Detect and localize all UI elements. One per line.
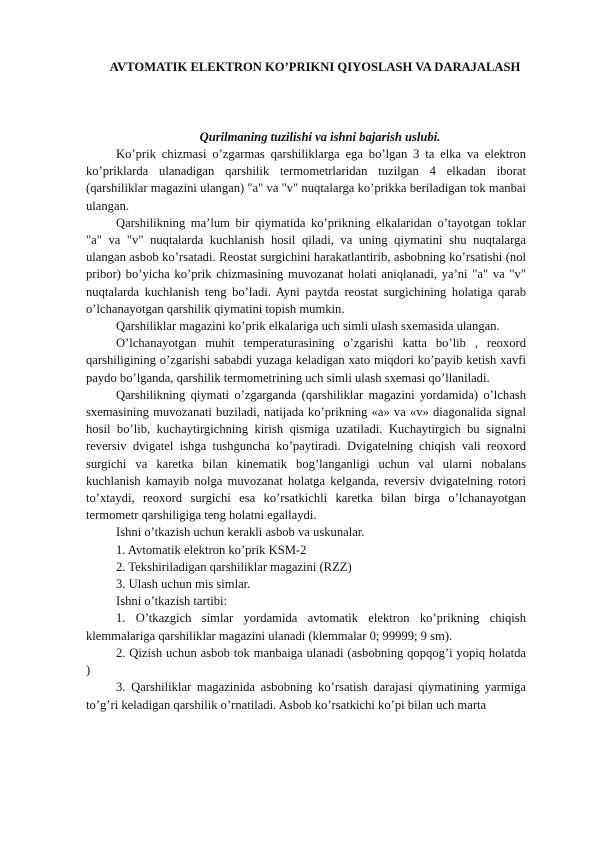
document-title: AVTOMATIK ELEKTRON KO’PRIKNI QIYOSLASH VA DARAJALASH xyxy=(109,60,521,74)
list-item: 3. Ulash uchun mis simlar. xyxy=(116,577,251,592)
list-item: 2. Qizish uchun asbob tok manbaiga ulanadi (asbobning qopqog’i yopiq holatda ) xyxy=(86,645,526,678)
list-item: 1. O’tkazgich simlar yordamida avtomatik elektron ko’prikning chiqish klemmalariga qarshiliklar magazini ulanadi (klemmalar 0; 99999; 9 sm). xyxy=(86,611,526,643)
paragraph: Qarshilikning ma’lum bir qiymatida ko’prikning elkalaridan o’tayotgan toklar "a" va "v" nuqtalarda kuchlanish hosil qiladi, va uning qiymatini shu nuqtalarga ulangan asbob ko’rsatadi. Reostat surgichini harakatlantirib, asbobning ko’rsatishi (nol pribor) bo’yicha ko’prik chizmasining muvozanat holati aniqlanadi, ya’ni "a" va "v" nuqtalarda kuchlanish teng bo’ladi. Ayni paytda reostat surgichining holatiga qarab o’lchanayotgan qarshilik qiymatini topish mumkin. xyxy=(86,215,526,316)
paragraph: O’lchanayotgan muhit temperaturasining o’zgarishi katta bo’lib , reoxord qarshiligining o’zgarishi sababdi yuzaga keladigan xato miqdori ko’payib ketish xavfi paydo bo’lganda, qarshilik termometrining uch simli ulash sxemasi qo’llaniladi. xyxy=(86,336,526,385)
section-subtitle: Qurilmaning tuzilishi va ishni bajarish uslubi. xyxy=(199,130,441,144)
paragraph: Ko’prik chizmasi o’zgarmas qarshiliklarga ega bo’lgan 3 ta elka va elektron ko’priklarda ulanadigan qarshilik termometrlaridan tuzilgan 4 elkadan iborat (qarshiliklar magazini ulangan) "a" va "v" nuqtalarga ko’prikka beriladigan tok manbai ulangan. xyxy=(86,147,526,213)
equipment-heading: Ishni o’tkazish uchun kerakli asbob va uskunalar. xyxy=(116,525,365,540)
paragraph: Qarshilikning qiymati o’zgarganda (qarshiliklar magazini yordamida) o’lchash sxemasining muvozanati buziladi, natijada ko’prikning «a» va «v» diagonalida signal hosil bo’lib, kuchaytirgichning kirish qismiga uzatiladi. Kuchaytirgich bu signalni reversiv dvigatel ishga tushguncha ko’paytiradi. Dvigatelning chiqish vali reoxord surgichi va karetka bilan kinematik bog’langanligi uchun val ularni nobalans kuchlanish kamayib nolga muvozanat holatga kelganda, reversiv dvigatelning rotori to’xtaydi, reoxord surgichi esa ko’rsatkichli karetka bilan birga o’lchanayotgan termometr qarshiligiga teng holatni egallaydi. xyxy=(86,387,526,523)
list-item: 3. Qarshiliklar magazinida asbobning ko’rsatish darajasi qiymatining yarmiga to’g’ri keladigan qarshilik o’rnatiladi. Asbob ko’rsatkichi ko’pi bilan uch marta xyxy=(86,680,526,712)
list-item: 2. Tekshiriladigan qarshiliklar magazini (RZZ) xyxy=(116,559,352,574)
list-item: 1. Avtomatik elektron ko’prik KSM-2 xyxy=(116,542,307,557)
paragraph: Qarshiliklar magazini ko’prik elkalariga uch simli ulash sxemasida ulangan. xyxy=(116,319,500,334)
procedure-heading: Ishni o’tkazish tartibi: xyxy=(116,594,227,609)
document-body xyxy=(86,146,526,714)
